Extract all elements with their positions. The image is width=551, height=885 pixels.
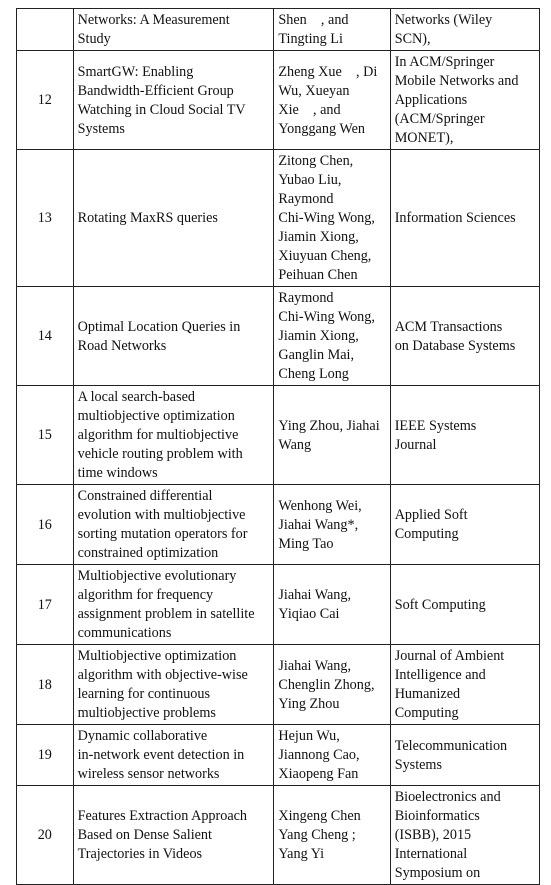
table-row [17, 725, 540, 786]
authors-cell: Shen , and Tingting Li [274, 9, 390, 51]
paper-title-cell: Dynamic collaborative in-network event detection in wireless sensor networks [73, 725, 274, 786]
venue-cell: Telecommunication Systems [390, 725, 539, 786]
paper-title-cell: Constrained differential evolution with multiobjective sorting mutation operators for constrained optimization [73, 485, 274, 565]
venue-cell: In ACM/Springer Mobile Networks and Applications (ACM/Springer MONET), [390, 51, 539, 150]
row-number-cell: 18 [17, 645, 74, 725]
table-row [17, 645, 540, 725]
venue-cell: Bioelectronics and Bioinformatics (ISBB), 2015 International Symposium on [390, 786, 539, 885]
paper-title-cell: A local search-based multiobjective optimization algorithm for multiobjective vehicle routing problem with time windows [73, 386, 274, 485]
venue-cell: Networks (Wiley SCN), [390, 9, 539, 51]
authors-cell: Zitong Chen, Yubao Liu, Raymond Chi-Wing Wong, Jiamin Xiong, Xiuyuan Cheng, Peihuan Chen [274, 150, 390, 287]
venue-cell: Soft Computing [390, 565, 539, 645]
paper-title-cell: Optimal Location Queries in Road Networks [73, 287, 274, 386]
row-number-cell: 20 [17, 786, 74, 885]
paper-title-cell: SmartGW: Enabling Bandwidth-Efficient Group Watching in Cloud Social TV Systems [73, 51, 274, 150]
row-number-cell: 15 [17, 386, 74, 485]
authors-cell: Zheng Xue , Di Wu, Xueyan Xie , and Yonggang Wen [274, 51, 390, 150]
authors-cell: Raymond Chi-Wing Wong, Jiamin Xiong, Ganglin Mai, Cheng Long [274, 287, 390, 386]
table-row [17, 287, 540, 386]
paper-title-cell: Multiobjective optimization algorithm with objective-wise learning for continuous multiobjective problems [73, 645, 274, 725]
row-number-cell: 17 [17, 565, 74, 645]
table-row [17, 386, 540, 485]
table-body [17, 9, 540, 885]
authors-cell: Jiahai Wang, Yiqiao Cai [274, 565, 390, 645]
authors-cell: Jiahai Wang, Chenglin Zhong, Ying Zhou [274, 645, 390, 725]
paper-title-cell: Rotating MaxRS queries [73, 150, 274, 287]
table-row [17, 51, 540, 150]
authors-cell: Xingeng Chen Yang Cheng ; Yang Yi [274, 786, 390, 885]
row-number-cell: 14 [17, 287, 74, 386]
venue-cell: ACM Transactions on Database Systems [390, 287, 539, 386]
row-number-cell [17, 9, 74, 51]
table-row [17, 565, 540, 645]
table-row [17, 485, 540, 565]
venue-cell: Journal of Ambient Intelligence and Humanized Computing [390, 645, 539, 725]
paper-title-cell: Multiobjective evolutionary algorithm for frequency assignment problem in satellite communications [73, 565, 274, 645]
table-row [17, 786, 540, 885]
venue-cell: Information Sciences [390, 150, 539, 287]
row-number-cell: 12 [17, 51, 74, 150]
publication-table [16, 8, 540, 885]
row-number-cell: 19 [17, 725, 74, 786]
table-row [17, 9, 540, 51]
authors-cell: Ying Zhou, Jiahai Wang [274, 386, 390, 485]
venue-cell: IEEE Systems Journal [390, 386, 539, 485]
paper-title-cell: Networks: A Measurement Study [73, 9, 274, 51]
row-number-cell: 16 [17, 485, 74, 565]
row-number-cell: 13 [17, 150, 74, 287]
authors-cell: Hejun Wu, Jiannong Cao, Xiaopeng Fan [274, 725, 390, 786]
authors-cell: Wenhong Wei, Jiahai Wang*, Ming Tao [274, 485, 390, 565]
table-row [17, 150, 540, 287]
venue-cell: Applied Soft Computing [390, 485, 539, 565]
paper-title-cell: Features Extraction Approach Based on Dense Salient Trajectories in Videos [73, 786, 274, 885]
